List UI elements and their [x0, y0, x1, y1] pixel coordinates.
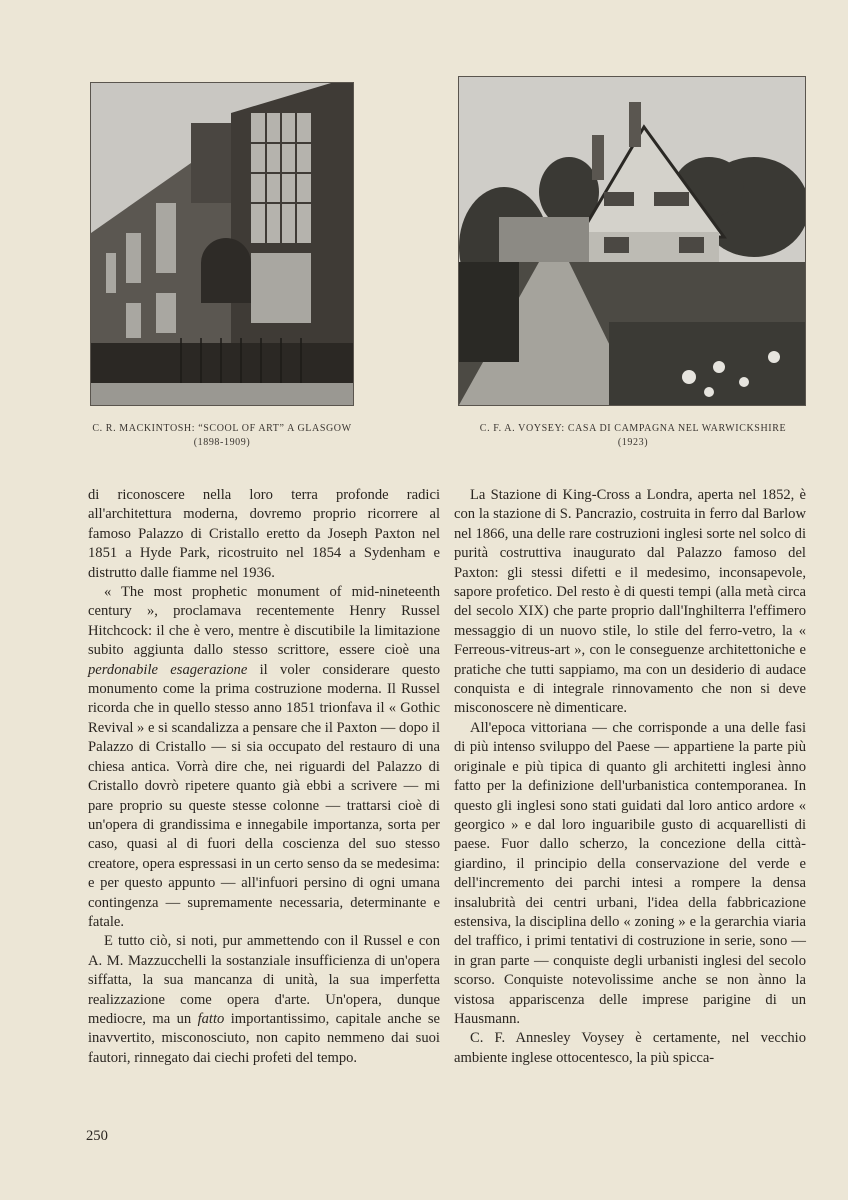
- paragraph: [88, 932, 440, 1068]
- text-column-left: [88, 486, 440, 1068]
- italic-text: fatto: [197, 1010, 225, 1027]
- photo-glasgow-school-of-art: [90, 82, 354, 406]
- caption-left-date: (1898-1909): [193, 437, 251, 448]
- caption-right-title: C. F. A. VOYSEY: CASA DI CAMPAGNA NEL WARWICKSHIRE: [479, 423, 787, 434]
- caption-left-title: C. R. MACKINTOSH: “SCOOL OF ART” A GLASGOW: [92, 423, 352, 434]
- caption-left: [80, 422, 364, 450]
- text-column-right: [454, 486, 806, 1068]
- italic-text: perdonabile esagerazione: [88, 661, 248, 678]
- photo-voysey-country-house: [458, 76, 806, 406]
- paragraph: C. F. Annesley Voysey è certamente, nel vecchio ambiente inglese ottocentesco, la più spicca-: [454, 1030, 806, 1066]
- paragraph: [88, 583, 440, 932]
- building-photo-icon: [91, 83, 353, 405]
- text-run: « The most prophetic monument of mid-nineteenth century », proclamava recentemente Henry Russel Hitchcock: il che è vero, mentre è discutibile la limitazione subito aggiunta dallo stesso scrittore, essere cioè una: [88, 584, 440, 659]
- caption-right-date: (1923): [617, 437, 649, 448]
- text-run: E tutto ciò, si noti, pur ammettendo con il Russel e con A. M. Mazzucchelli la sostanziale insufficienza di un'opera siffatta, la sua mancanza di unità, la sua imperfetta realizzazione come opera d'arte. Un'opera, dunque mediocre, ma un: [88, 933, 440, 1027]
- paragraph: All'epoca vittoriana — che corrisponde a una delle fasi di più intenso sviluppo del Paese — appartiene la parte più originale e più tipica di quanto gli architetti inglesi ànno fatto per la definizione dell'urbanistica contemporanea. In questo gli inglesi sono stati guidati dal loro antico ardore « georgico » e dal loro inguaribile gusto di acquarellisti di paese. Fuor dallo scherzo, la concezione della città-giardino, il principio della conservazione del verde e dell'incremento dei parchi intesi a rompere la densa insalubrità dei centri urbani, l'idea della fabbricazione estensiva, la disciplina dello « zoning » e la gerarchia viaria del traffico, i primi tentativi di costruzione in serie, sono — in gran parte — conquiste degli urbanisti inglesi del secolo scorso. Conquiste notevolissime anche se non ànno la vistosa appariscenza delle imprese parigine di un Hausmann.: [454, 719, 806, 1027]
- house-photo-icon: [459, 77, 805, 405]
- caption-right: [452, 422, 814, 450]
- paragraph: La Stazione di King-Cross a Londra, aperta nel 1852, è con la stazione di S. Pancrazio, costruita in ferro dal Barlow nel 1866, una delle rare costruzioni inglesi sorte nel solco di purità costruttiva inaugurato dal Palazzo famoso del Paxton: gli stessi difetti e il medesimo, inconsapevole, sapore profetico. Del resto è di questi tempi (alla metà circa del secolo XIX) che parte proprio dall'Inghilterra l'effimero messaggio di un nuovo stile, lo stile del ferro-vetro, la « Ferreous-vitreus-art », con le conseguenze architettoniche e pratiche che tutti sappiamo, ma con un desiderio di audace conquista e di integrale rinnovamento che non si deve misconoscere nè dimenticare.: [454, 487, 806, 717]
- paragraph: di riconoscere nella loro terra profonde radici all'architettura moderna, dovremo proprio ricorrere al famoso Palazzo di Cristallo eretto da Joseph Paxton nel 1851 a Hyde Park, ricostruito nel 1854 a Sydenham e distrutto dalle fiamme nel 1936.: [88, 487, 440, 581]
- text-run: importantissimo, capitale anche se inavvertito, misconosciuto, non capito nemmeno dai suoi fautori, rinnegato dai ciechi profeti del tempo.: [88, 1010, 441, 1066]
- text-run: il voler considerare questo monumento come la prima costruzione moderna. Il Russel ricorda che in quello stesso anno 1851 trionfava il « Gothic Revival » e si scandalizza a pensare che il Paxton — dopo il Palazzo di Cristallo — si sia occupato del restauro di una chiesa antica. Vorrà dire che, nei riguardi del Palazzo di Cristallo dovrò ripetere quanto già ebbi a scrivere — mi pare proprio su queste stesse colonne — trattarsi cioè di un'opera di grandissima e innegabile importanza, sorta per caso, quasi al di fuori della coscienza del suo stesso creatore, opera espressasi in un certo senso da se medesima: e per questo appunto — all'infuori persino di ogni umana contingenza — supremamente necessaria, determinante e fatale.: [88, 661, 441, 930]
- page-number: 250: [86, 1128, 108, 1144]
